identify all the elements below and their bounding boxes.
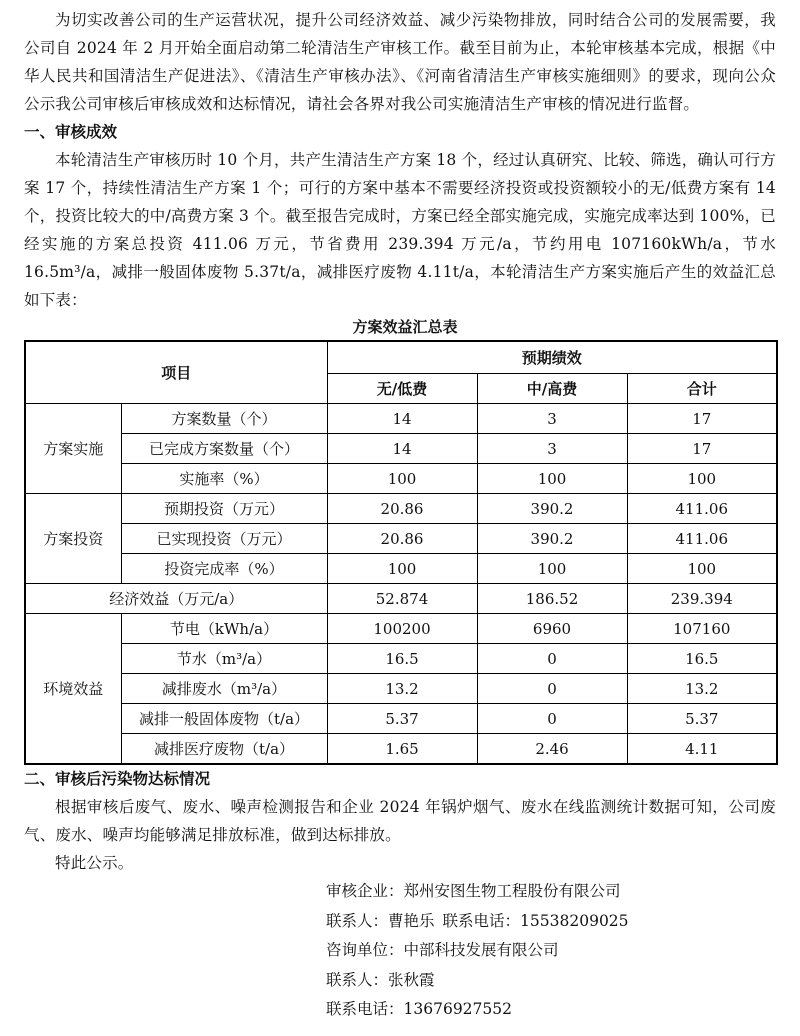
cell-total: 5.37: [627, 704, 777, 734]
cell-high: 100: [477, 554, 627, 584]
table-row: [25, 734, 777, 765]
cell-total: 411.06: [627, 524, 777, 554]
cell-total: 17: [627, 404, 777, 434]
section2-paragraph: 根据审核后废气、废水、噪声检测报告和企业 2024 年锅炉烟气、废水在线监测统计数据可知，公司废气、废水、噪声均能够满足排放标准，做到达标排放。: [24, 798, 776, 844]
cell-high: 3: [477, 404, 627, 434]
row-label: 已实现投资（万元）: [121, 524, 327, 554]
cell-total: 13.2: [627, 674, 777, 704]
row-label: 节水（m³/a）: [121, 644, 327, 674]
table-caption: 方案效益汇总表: [352, 318, 458, 336]
contact2-label: 联系人：: [326, 970, 389, 989]
signature-contact2: [326, 966, 776, 996]
cell-low: 100: [327, 554, 477, 584]
notice-page: [24, 6, 776, 1025]
consult-name: 中部科技发展有限公司: [403, 941, 559, 959]
cell-total: 100: [627, 464, 777, 494]
cell-high: 0: [477, 674, 627, 704]
cell-low: 16.5: [327, 644, 477, 674]
group-label: 环境效益: [25, 614, 121, 765]
cell-high: 186.52: [477, 584, 627, 614]
table-row: [25, 614, 777, 644]
cell-high: 390.2: [477, 524, 627, 554]
enterprise-label: 审核企业：: [326, 882, 404, 900]
signature-contact1: [326, 907, 776, 937]
signature-enterprise: [326, 877, 776, 907]
consult-label: 咨询单位：: [326, 941, 404, 959]
row-label: 投资完成率（%）: [121, 554, 327, 584]
contact2-name: 张秋霞: [388, 970, 435, 989]
header-total: 合计: [627, 374, 777, 404]
phone1-label: 联系电话：: [442, 911, 521, 930]
table-row: [25, 674, 777, 704]
cell-total: 100: [627, 554, 777, 584]
cell-low: 52.874: [327, 584, 477, 614]
cell-high: 6960: [477, 614, 627, 644]
cell-total: 17: [627, 434, 777, 464]
section1-paragraph: 本轮清洁生产审核历时 10 个月，共产生清洁生产方案 18 个，经过认真研究、比较、筛选，确认可行方案 17 个，持续性清洁生产方案 1 个；可行的方案中基本不需要经济投资或投资额较小的无/低费方案有 14 个，投资比较大的中/高费方案 3 个。截至报告完成时，方案已经全部实施完成，实施完成率达到 100%，已经实施的方案总投资 411.06 万元，节省费用 239.394 万元/a，节约用电 107160kWh/a，节水 16.5m³/a，减排一般固体废物 5.37t/a，减排医疗废物 4.11t/a，本轮清洁生产方案实施后产生的效益汇总如下表：: [24, 151, 776, 309]
contact1-name: 曹艳乐: [388, 911, 435, 930]
row-label: 节电（kWh/a）: [121, 614, 327, 644]
phone2-label: 联系电话：: [326, 1000, 404, 1018]
row-label: 减排废水（m³/a）: [121, 674, 327, 704]
cell-low: 20.86: [327, 524, 477, 554]
table-row: [25, 434, 777, 464]
header-expected: 预期绩效: [327, 341, 777, 374]
row-label: 方案数量（个）: [121, 404, 327, 434]
cell-total: 239.394: [627, 584, 777, 614]
row-label: 减排医疗废物（t/a）: [121, 734, 327, 765]
row-label: 预期投资（万元）: [121, 494, 327, 524]
cell-low: 14: [327, 404, 477, 434]
cell-low: 13.2: [327, 674, 477, 704]
cell-total: 16.5: [627, 644, 777, 674]
economic-label: 经济效益（万元/a）: [25, 584, 327, 614]
header-high-cost: 中/高费: [477, 374, 627, 404]
group-label: 方案实施: [25, 404, 121, 494]
row-label: 实施率（%）: [121, 464, 327, 494]
phone1-number: 15538209025: [520, 911, 629, 930]
enterprise-name: 郑州安图生物工程股份有限公司: [403, 882, 621, 900]
cell-low: 100200: [327, 614, 477, 644]
cell-low: 5.37: [327, 704, 477, 734]
row-label: 减排一般固体废物（t/a）: [121, 704, 327, 734]
cell-high: 0: [477, 704, 627, 734]
table-row: [25, 584, 777, 614]
cell-low: 14: [327, 434, 477, 464]
signature-phone2: [326, 995, 776, 1025]
row-label: 已完成方案数量（个）: [121, 434, 327, 464]
phone2-number: 13676927552: [403, 1000, 512, 1018]
cell-total: 107160: [627, 614, 777, 644]
section1-heading: 一、审核成效: [24, 123, 118, 141]
benefit-summary-table: [24, 340, 778, 765]
header-low-cost: 无/低费: [327, 374, 477, 404]
header-item: 项目: [25, 341, 327, 404]
table-header-row: [25, 341, 777, 374]
signature-block: [326, 877, 776, 1025]
cell-low: 20.86: [327, 494, 477, 524]
contact1-label: 联系人：: [326, 911, 389, 930]
signature-consult: [326, 936, 776, 966]
cell-high: 390.2: [477, 494, 627, 524]
cell-total: 4.11: [627, 734, 777, 765]
table-row: [25, 644, 777, 674]
group-label: 方案投资: [25, 494, 121, 584]
cell-high: 2.46: [477, 734, 627, 765]
closing-text: 特此公示。: [55, 854, 134, 872]
table-row: [25, 524, 777, 554]
cell-high: 3: [477, 434, 627, 464]
intro-paragraph: 为切实改善公司的生产运营状况，提升公司经济效益、减少污染物排放，同时结合公司的发展需要，我公司自 2024 年 2 月开始全面启动第二轮清洁生产审核工作。截至目前为止，本轮审核基本完成，根据《中华人民共和国清洁生产促进法》、《清洁生产审核办法》、《河南省清洁生产审核实施细则》的要求，现向公众公示我公司审核后审核成效和达标情况，请社会各界对我公司实施清洁生产审核的情况进行监督。: [24, 11, 776, 113]
section2-heading: 二、审核后污染物达标情况: [24, 770, 211, 788]
table-row: [25, 404, 777, 434]
cell-high: 100: [477, 464, 627, 494]
cell-low: 100: [327, 464, 477, 494]
cell-total: 411.06: [627, 494, 777, 524]
table-row: [25, 554, 777, 584]
table-row: [25, 464, 777, 494]
table-row: [25, 494, 777, 524]
table-row: [25, 704, 777, 734]
cell-high: 0: [477, 644, 627, 674]
cell-low: 1.65: [327, 734, 477, 765]
